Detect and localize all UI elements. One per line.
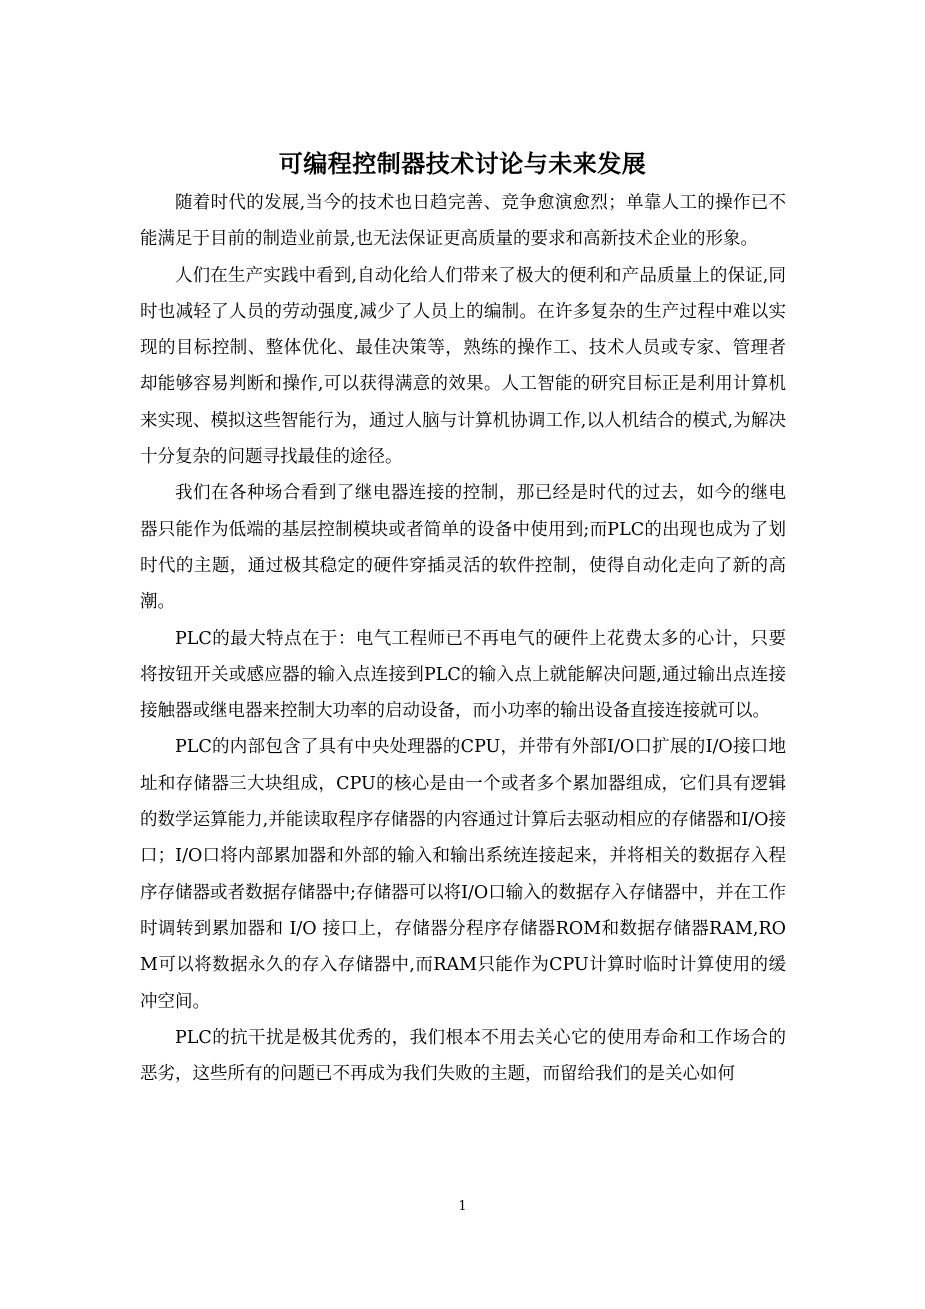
document-body bbox=[140, 185, 786, 1092]
paragraph-4: PLC的最大特点在于：电气工程师已不再电气的硬件上花费太多的心计，只要将按钮开关或感应器的输入点连接到PLC的输入点上就能解决问题,通过输出点连接接触器或继电器来控制大功率的启动设备，而小功率的输出设备直接连接就可以。 bbox=[140, 628, 786, 722]
paragraph-5: PLC的内部包含了具有中央处理器的CPU，并带有外部I/O口扩展的I/O接口地址和存储器三大块组成，CPU的核心是由一个或者多个累加器组成，它们具有逻辑的数学运算能力,并能读取程序存储器的内容通过计算后去驱动相应的存储器和I/O接口；I/O口将内部累加器和外部的输入和输出系统连接起来，并将相关的数据存入程序存储器或者数据存储器中;存储器可以将I/O口输入的数据存入存储器中，并在工作时调转到累加器和 I/O 接口上，存储器分程序存储器ROM和数据存储器RAM,ROM可以将数据永久的存入存储器中,而RAM只能作为CPU计算时临时计算使用的缓冲空间。 bbox=[140, 737, 786, 1012]
paragraph-6: PLC的抗干扰是极其优秀的，我们根本不用去关心它的使用寿命和工作场合的恶劣，这些所有的问题已不再成为我们失败的主题，而留给我们的是关心如何 bbox=[140, 1027, 786, 1085]
paragraph-1: 随着时代的发展,当今的技术也日趋完善、竞争愈演愈烈；单靠人工的操作已不能满足于目前的制造业前景,也无法保证更高质量的要求和高新技术企业的形象。 bbox=[140, 193, 786, 250]
page-number: 1 bbox=[458, 1199, 467, 1214]
paragraph-2: 人们在生产实践中看到,自动化给人们带来了极大的便利和产品质量上的保证,同时也减轻了人员的劳动强度,减少了人员上的编制。在许多复杂的生产过程中难以实现的目标控制、整体优化、最佳决策等，熟练的操作工、技术人员或专家、管理者却能够容易判断和操作,可以获得满意的效果。人工智能的研究目标正是利用计算机来实现、模拟这些智能行为，通过人脑与计算机协调工作,以人机结合的模式,为解决十分复杂的问题寻找最佳的途径。 bbox=[140, 265, 786, 468]
paragraph-3: 我们在各种场合看到了继电器连接的控制，那已经是时代的过去，如今的继电器只能作为低端的基层控制模块或者简单的设备中使用到;而PLC的出现也成为了划时代的主题，通过极其稳定的硬件穿插灵活的软件控制，使得自动化走向了新的高潮。 bbox=[140, 483, 786, 613]
document-title: 可编程控制器技术讨论与未来发展 bbox=[278, 150, 647, 179]
